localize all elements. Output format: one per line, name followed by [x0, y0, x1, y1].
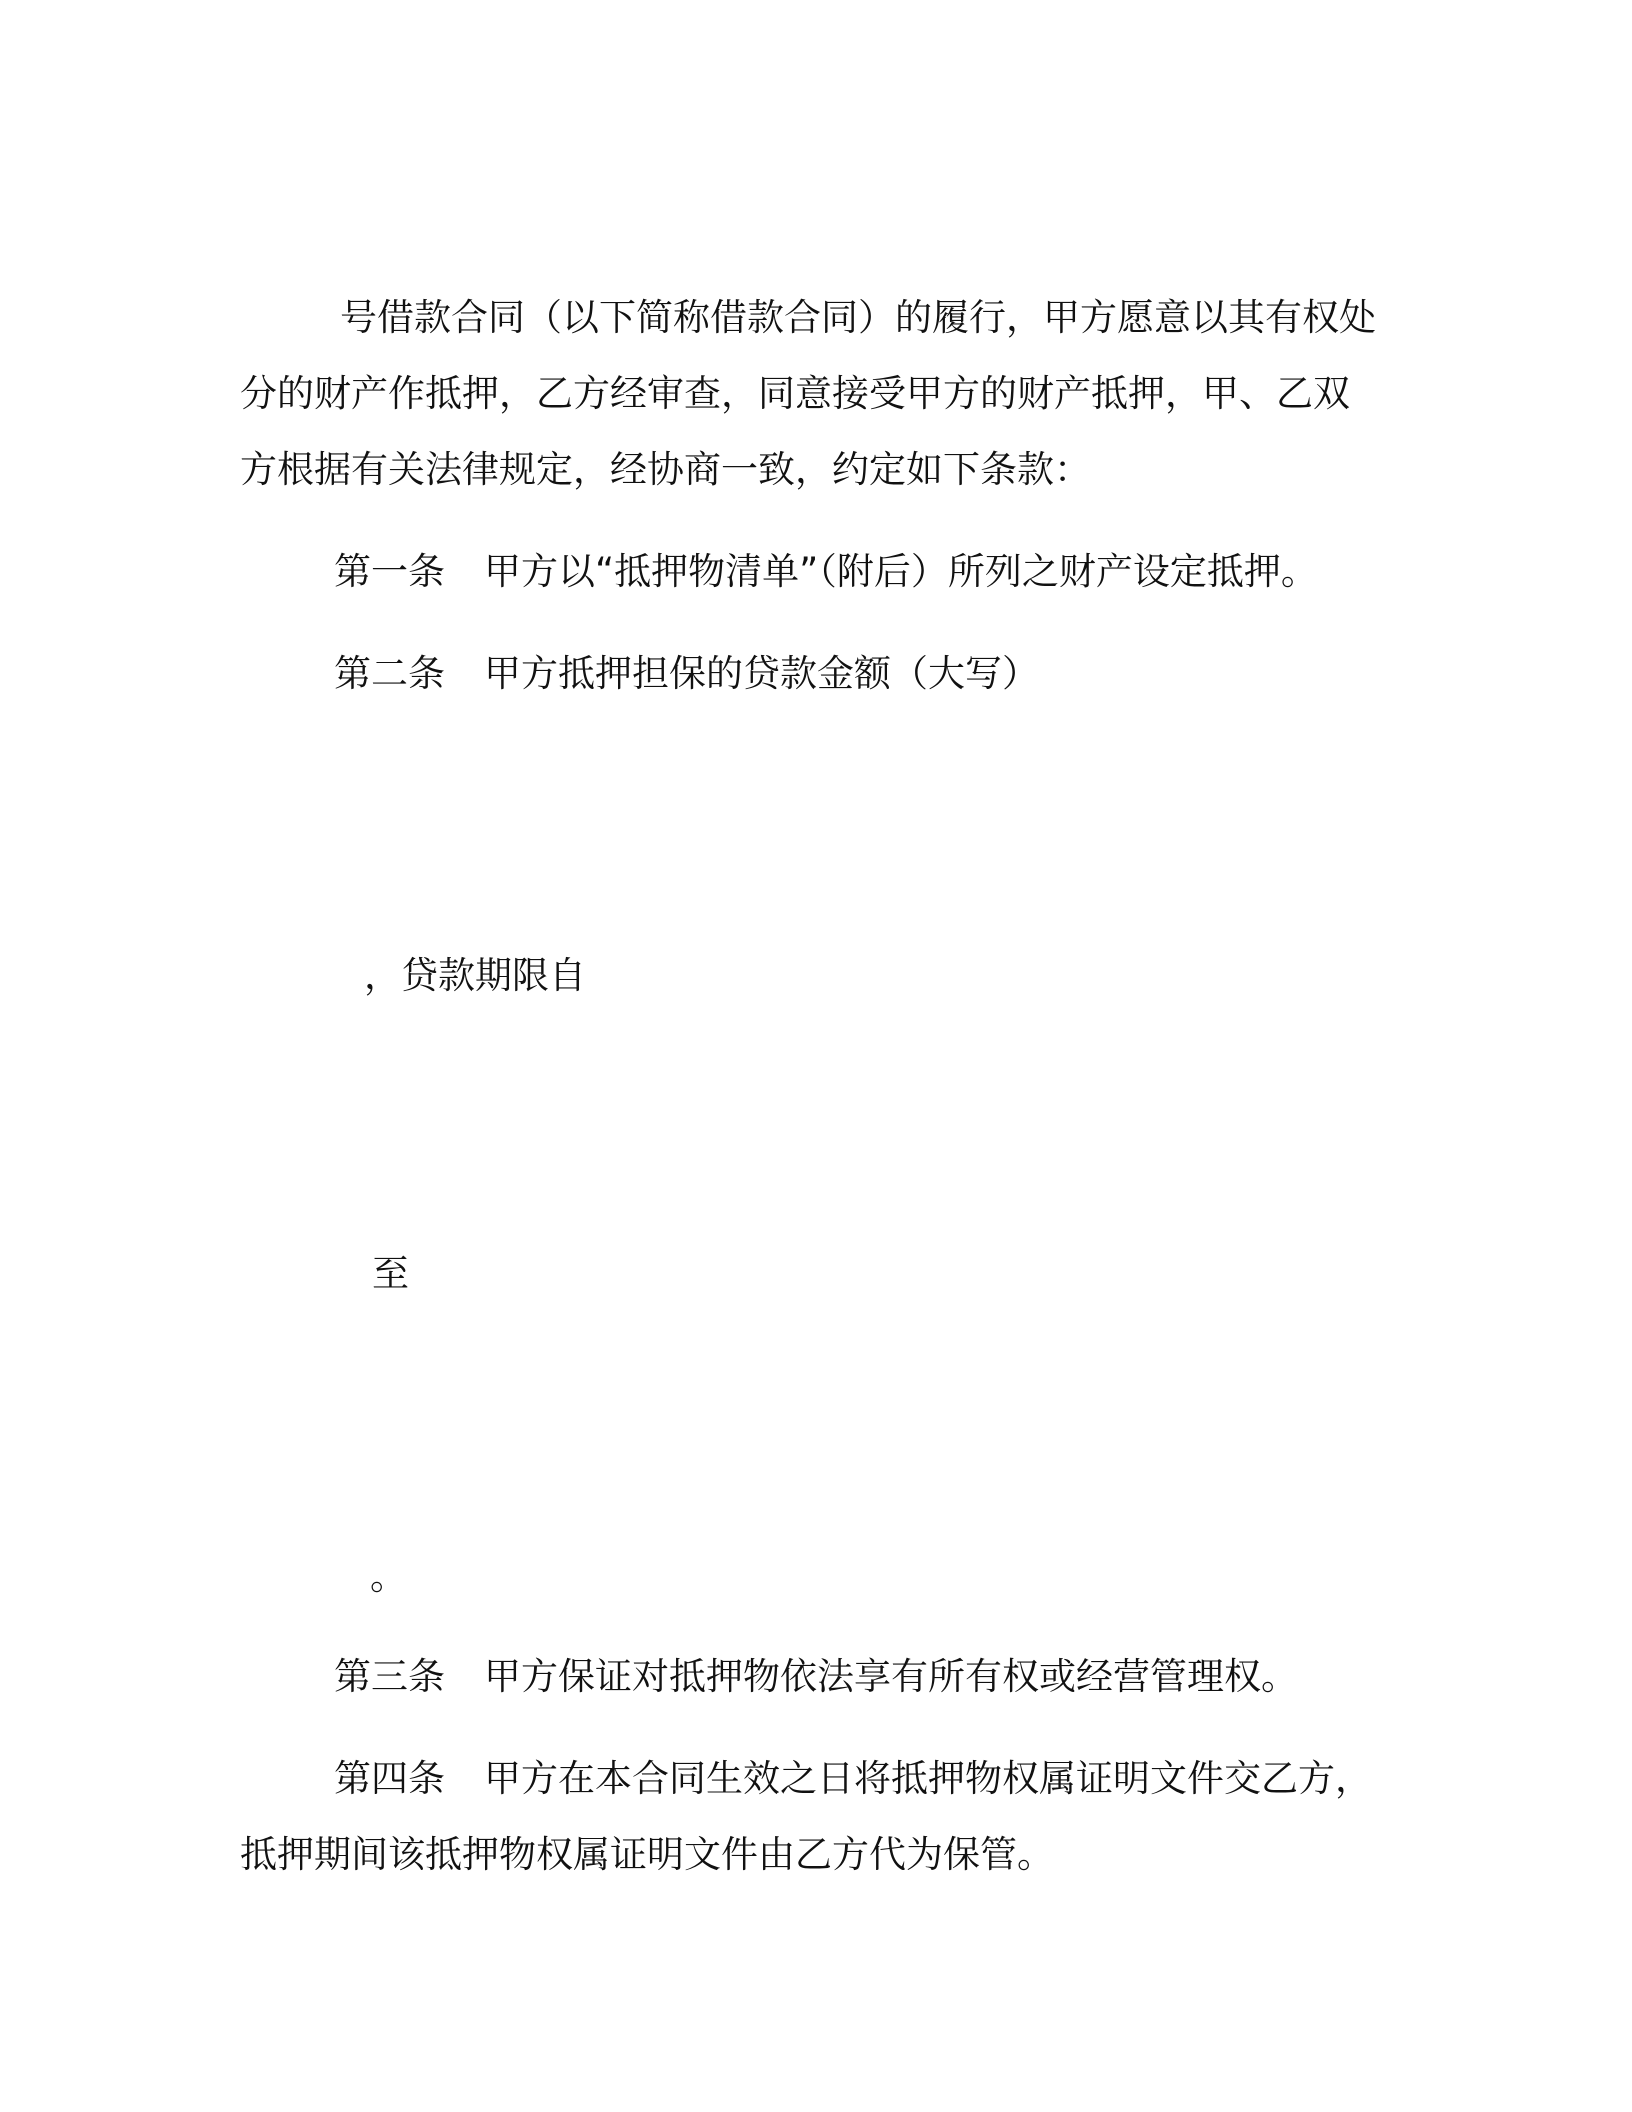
intro-line-3: 方根据有关法律规定，经协商一致，约定如下条款：	[240, 448, 1091, 491]
intro-line-2: 分的财产作抵押，乙方经审查，同意接受甲方的财产抵押，甲、乙双	[240, 372, 1350, 415]
article-3	[334, 1653, 1298, 1701]
article-1-text: 甲方以“抵押物清单”（附后）所列之财产设定抵押。	[484, 550, 1318, 593]
article-2	[334, 650, 1039, 698]
article-2-term-to: 至	[372, 1252, 409, 1295]
article-2-text: 甲方抵押担保的贷款金额（大写）	[484, 652, 1039, 695]
article-1	[334, 548, 1318, 596]
article-4	[334, 1755, 1372, 1803]
article-2-label: 第二条	[334, 652, 445, 695]
article-4-label: 第四条	[334, 1757, 445, 1800]
article-3-label: 第三条	[334, 1655, 445, 1698]
intro-line-1: 号借款合同（以下简称借款合同）的履行，甲方愿意以其有权处	[340, 296, 1376, 339]
article-4-continuation: 抵押期间该抵押物权属证明文件由乙方代为保管。	[240, 1833, 1054, 1876]
article-1-label: 第一条	[334, 550, 445, 593]
article-2-term-start: ，贷款期限自	[364, 954, 586, 997]
article-2-term-end: 。	[370, 1555, 407, 1598]
article-4-text: 甲方在本合同生效之日将抵押物权属证明文件交乙方，	[484, 1757, 1372, 1800]
article-3-text: 甲方保证对抵押物依法享有所有权或经营管理权。	[484, 1655, 1298, 1698]
